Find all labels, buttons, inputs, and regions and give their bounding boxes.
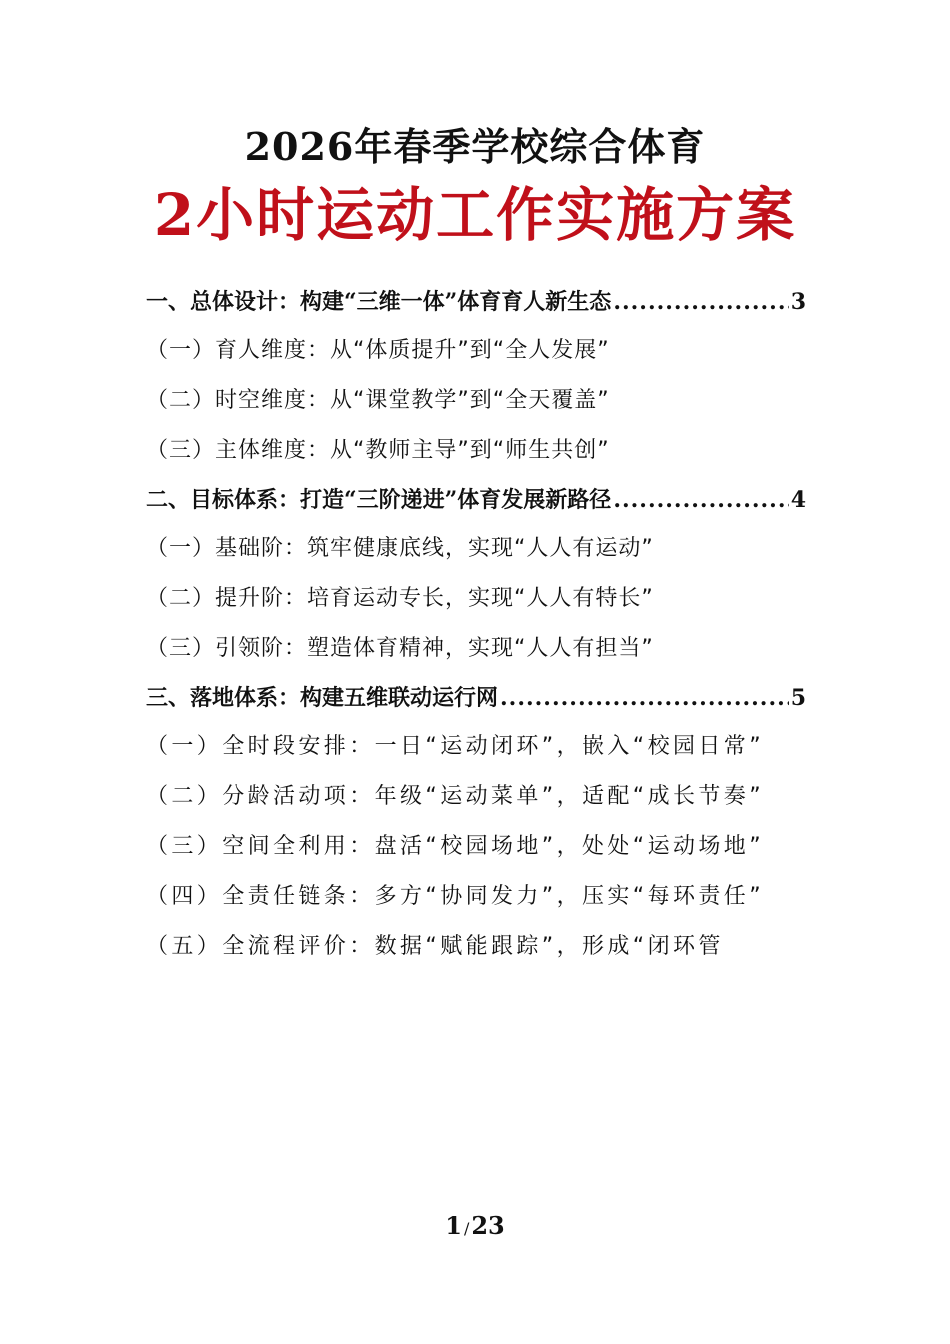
table-of-contents	[146, 278, 806, 972]
document-title-line1: 2026年春季学校综合体育	[244, 124, 706, 169]
toc-subitem[interactable]: （五）全流程评价：数据“赋能跟踪”，形成“闭环管	[146, 934, 724, 959]
page-number-footer	[0, 1206, 950, 1249]
toc-page-number: 3	[790, 289, 806, 315]
toc-leader-dots	[500, 674, 789, 722]
total-pages: 23	[471, 1211, 505, 1240]
document-title-line2: 2小时运动工作实施方案	[153, 181, 797, 249]
toc-subitem[interactable]: （三）引领阶：塑造体育精神，实现“人人有担当”	[146, 636, 654, 661]
toc-leader-dots	[613, 278, 788, 326]
toc-subitem[interactable]: （一）育人维度：从“体质提升”到“全人发展”	[146, 338, 610, 363]
toc-subitem[interactable]: （三）主体维度：从“教师主导”到“师生共创”	[146, 438, 610, 463]
toc-section-heading[interactable]	[146, 674, 806, 722]
page-separator: /	[463, 1219, 470, 1238]
toc-subitem[interactable]: （二）提升阶：培育运动专长，实现“人人有特长”	[146, 586, 654, 611]
toc-section-heading[interactable]	[146, 278, 806, 326]
toc-subitem[interactable]: （二）时空维度：从“课堂教学”到“全天覆盖”	[146, 388, 610, 413]
toc-leader-dots	[613, 476, 788, 524]
toc-section-title: 一、总体设计：构建“三维一体”体育育人新生态	[146, 289, 612, 315]
toc-section-title: 三、落地体系：构建五维联动运行网	[146, 685, 499, 711]
toc-subitem[interactable]: （二）分龄活动项：年级“运动菜单”，适配“成长节奏”	[146, 784, 764, 809]
current-page-number: 1	[445, 1211, 462, 1240]
toc-page-number: 4	[790, 487, 806, 513]
toc-subitem[interactable]: （三）空间全利用：盘活“校园场地”，处处“运动场地”	[146, 834, 764, 859]
toc-section-title: 二、目标体系：打造“三阶递进”体育发展新路径	[146, 487, 612, 513]
toc-subitem[interactable]: （一）全时段安排：一日“运动闭环”，嵌入“校园日常”	[146, 734, 764, 759]
toc-subitem[interactable]: （一）基础阶：筑牢健康底线，实现“人人有运动”	[146, 536, 654, 561]
toc-section-heading[interactable]	[146, 476, 806, 524]
toc-subitem[interactable]: （四）全责任链条：多方“协同发力”，压实“每环责任”	[146, 884, 764, 909]
toc-page-number: 5	[790, 685, 806, 711]
